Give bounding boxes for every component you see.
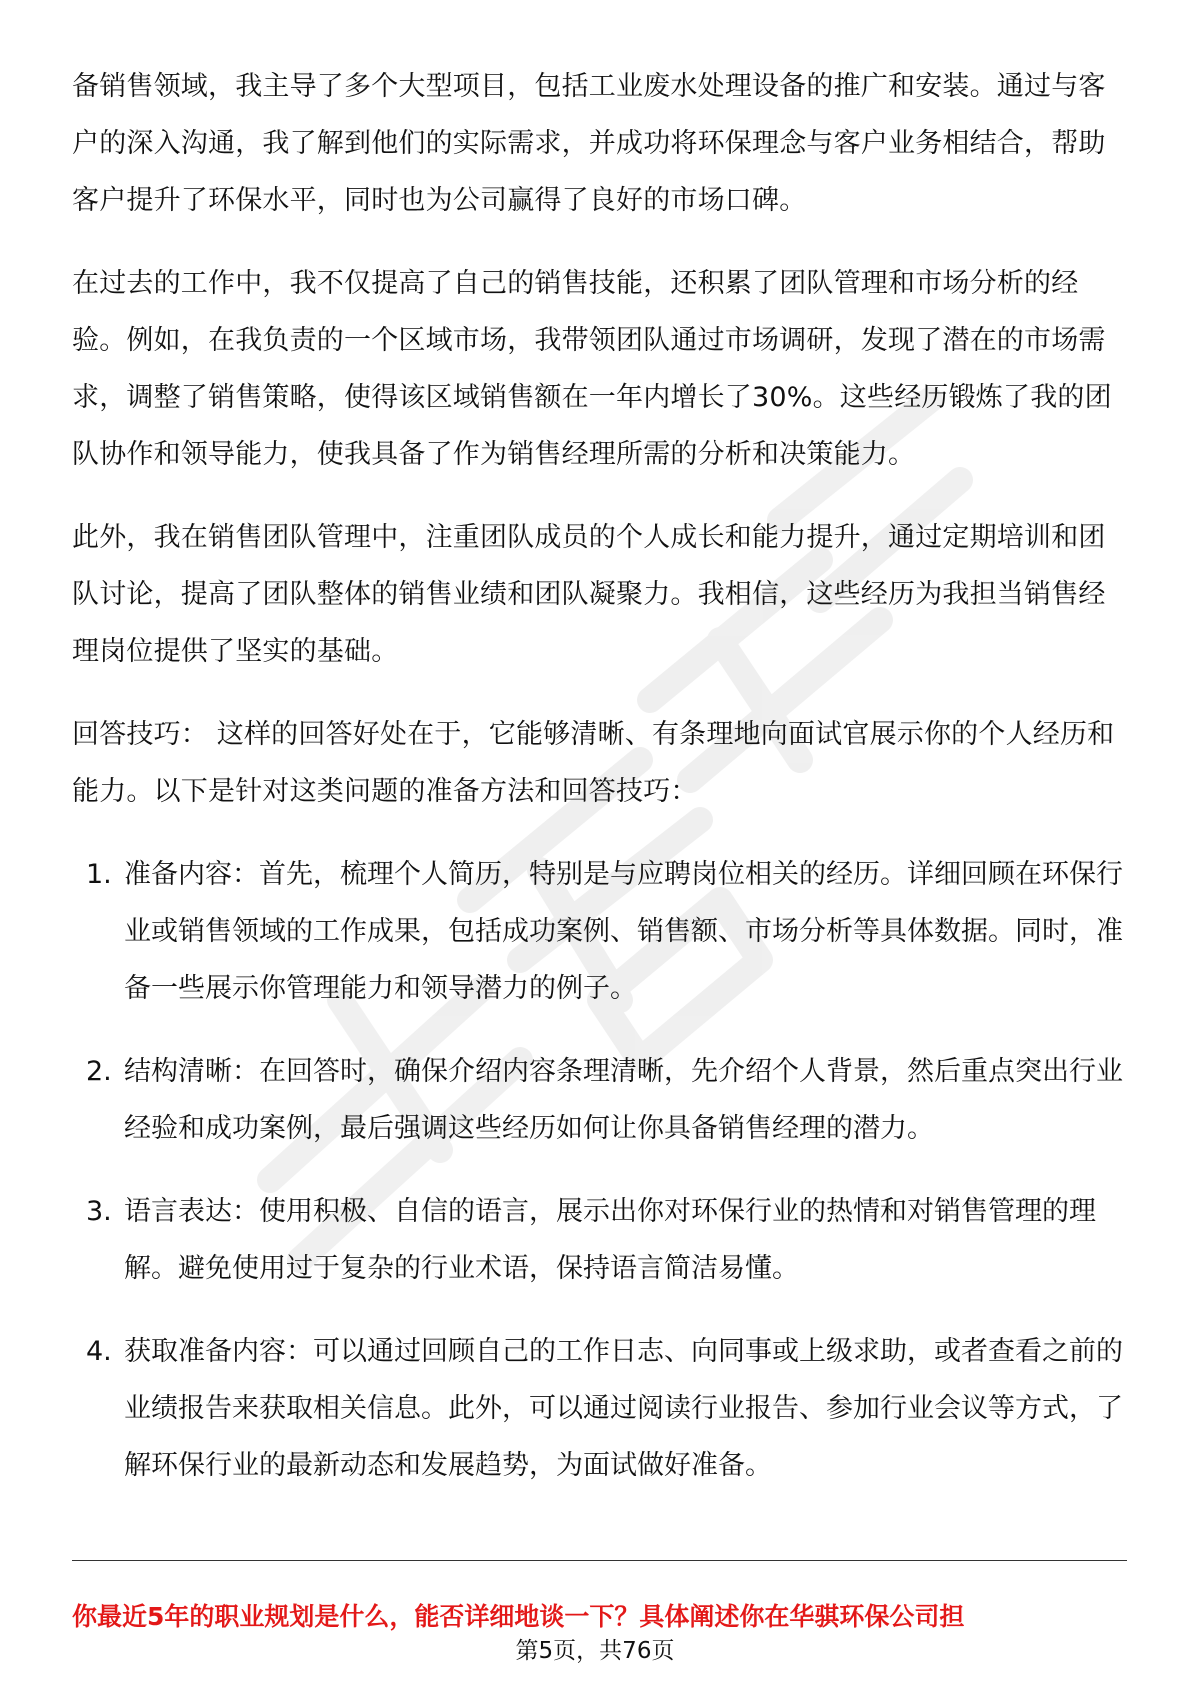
list-item-number: 2. [86,1056,112,1087]
divider-line [72,1560,1127,1561]
document-body [72,58,1127,1520]
list-item [72,1323,1127,1494]
list-item-text: 结构清晰：在回答时，确保介绍内容条理清晰，先介绍个人背景，然后重点突出行业经验和成功案例，最后强调这些经历如何让你具备销售经理的潜力。 [124,1056,1123,1144]
list-item [72,1183,1127,1297]
paragraph-answer-tips: 回答技巧： 这样的回答好处在于，它能够清晰、有条理地向面试官展示你的个人经历和能力。以下是针对这类问题的准备方法和回答技巧： [72,719,1115,807]
paragraph-past-work: 在过去的工作中，我不仅提高了自己的销售技能，还积累了团队管理和市场分析的经验。例如，在我负责的一个区域市场，我带领团队通过市场调研，发现了潜在的市场需求，调整了销售策略，使得该区域销售额在一年内增长了30%。这些经历锻炼了我的团队协作和领导能力，使我具备了作为销售经理所需的分析和决策能力。 [72,268,1112,470]
list-item-number: 3. [86,1196,112,1227]
next-question-heading: 你最近5年的职业规划是什么，能否详细地谈一下？具体阐述你在华骐环保公司担 [72,1602,965,1631]
list-item-text: 获取准备内容：可以通过回顾自己的工作日志、向同事或上级求助，或者查看之前的业绩报告来获取相关信息。此外，可以通过阅读行业报告、参加行业会议等方式，了解环保行业的最新动态和发展趋势，为面试做好准备。 [124,1336,1123,1481]
list-item [72,1043,1127,1157]
page-number: 第5页，共76页 [515,1638,675,1664]
list-item-text: 语言表达：使用积极、自信的语言，展示出你对环保行业的热情和对销售管理的理解。避免使用过于复杂的行业术语，保持语言简洁易懂。 [124,1196,1096,1284]
list-item [72,846,1127,1017]
tips-list [72,846,1127,1494]
list-item-number: 1. [86,859,112,890]
paragraph-experience: 备销售领域，我主导了多个大型项目，包括工业废水处理设备的推广和安装。通过与客户的深入沟通，我了解到他们的实际需求，并成功将环保理念与客户业务相结合，帮助客户提升了环保水平，同时也为公司赢得了良好的市场口碑。 [72,71,1106,216]
paragraph-team-management: 此外，我在销售团队管理中，注重团队成员的个人成长和能力提升，通过定期培训和团队讨论，提高了团队整体的销售业绩和团队凝聚力。我相信，这些经历为我担当销售经理岗位提供了坚实的基础。 [72,522,1106,667]
list-item-text: 准备内容：首先，梳理个人简历，特别是与应聘岗位相关的经历。详细回顾在环保行业或销售领域的工作成果，包括成功案例、销售额、市场分析等具体数据。同时，准备一些展示你管理能力和领导潜力的例子。 [124,859,1123,1004]
list-item-number: 4. [86,1336,112,1367]
